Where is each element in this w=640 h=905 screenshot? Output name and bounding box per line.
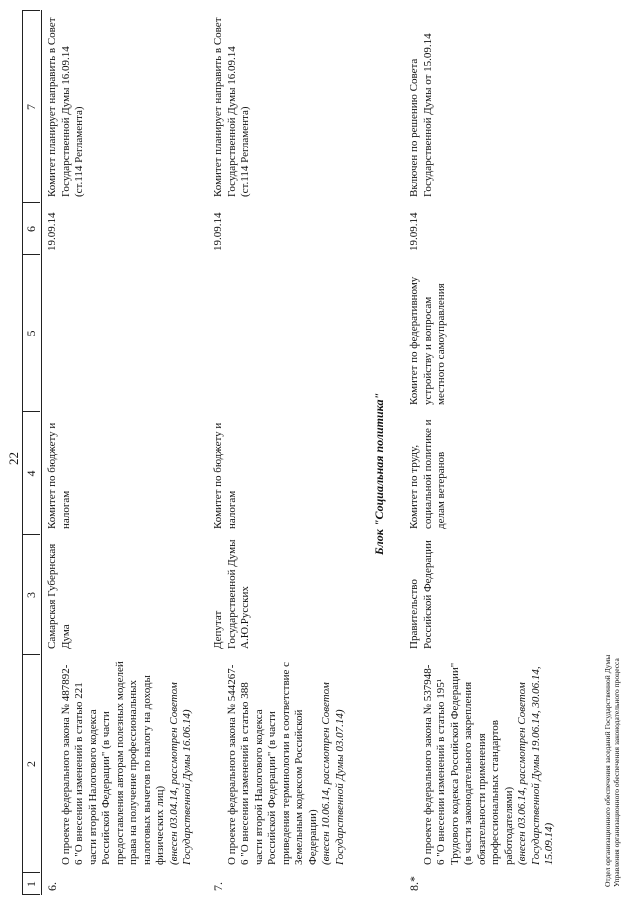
- footer-line-2: Управления организационного обеспечения законодательного процесса: [612, 658, 621, 887]
- header-col-7: 7: [24, 104, 38, 110]
- co-executor-committee: Комитет по федеративному устройству и вопросам местного самоуправления: [408, 276, 447, 405]
- date: 19.09.14: [212, 212, 224, 251]
- status-note: Комитет планирует направить в Совет Государственной Думы 16.09.14 (ст.114 Регламента): [46, 17, 85, 197]
- row-number: 7.: [211, 882, 225, 891]
- responsible-committee: Комитет по бюджету и налогам: [212, 422, 238, 529]
- bill-description: О проекте федерального закона № 487892-6 "О внесении изменений в статью 221 части второй Налогового кодекса Российской Федерации" (в части предоставления авторам полезных моделей права на получение профессиональных налоговых вычетов по налогу на доходы физических лиц) (внесен 03.04.14, рассмотрен Советом Государственной Думы 16.06.14): [59, 661, 193, 865]
- footer-line-1: Отдел организационного обеспечения заседаний Государственной Думы: [603, 654, 612, 887]
- agenda-table: [22, 10, 602, 895]
- date: 19.09.14: [46, 212, 58, 251]
- header-col-1: 1: [24, 881, 38, 887]
- initiator: Самарская Губернская Дума: [46, 543, 72, 649]
- responsible-committee: Комитет по бюджету и налогам: [46, 422, 72, 529]
- row-number: 6.: [45, 882, 59, 891]
- date: 19.09.14: [408, 212, 420, 251]
- block-title: Блок "Социальная политика": [372, 392, 386, 555]
- header-col-5: 5: [24, 330, 38, 337]
- header-col-6: 6: [24, 226, 38, 232]
- page-number: 22: [6, 452, 21, 465]
- header-col-4: 4: [24, 470, 38, 477]
- footer: [603, 655, 621, 887]
- responsible-committee: Комитет по труду, социальной политике и делам ветеранов: [408, 419, 447, 529]
- bill-description: О проекте федерального закона № 544267-6 "О внесении изменений в статью 388 части второй Налогового кодекса Российской Федерации" (в части приведения терминологии в соответствие с Земельным кодексом Российской Федерации) (внесен 10.06.14, рассмотрен Советом Государственной Думы 03.07.14): [225, 661, 346, 865]
- header-col-3: 3: [24, 592, 38, 598]
- header-col-2: 2: [24, 761, 38, 767]
- bill-description: О проекте федерального закона № 537948-6 "О внесении изменений в статью 195¹ Трудового кодекса Российской Федерации" (в части законодательного закрепления обязательности применения профессиональных стандартов работодателями) (внесен 03.06.14, рассмотрен Советом Государственной Думы 19.06.14, 30.06.14, 15.09.14): [421, 662, 555, 865]
- status-note: Комитет планирует направить в Совет Государственной Думы 16.09.14 (ст.114 Регламента): [212, 17, 251, 197]
- row-number: 8.*: [407, 876, 421, 891]
- initiator: Депутат Государственной Думы А.Ю.Русских: [212, 539, 251, 649]
- initiator: Правительство Российской Федерации: [408, 540, 434, 649]
- status-note: Включен по решению Совета Государственной Думы от 15.09.14: [408, 33, 434, 197]
